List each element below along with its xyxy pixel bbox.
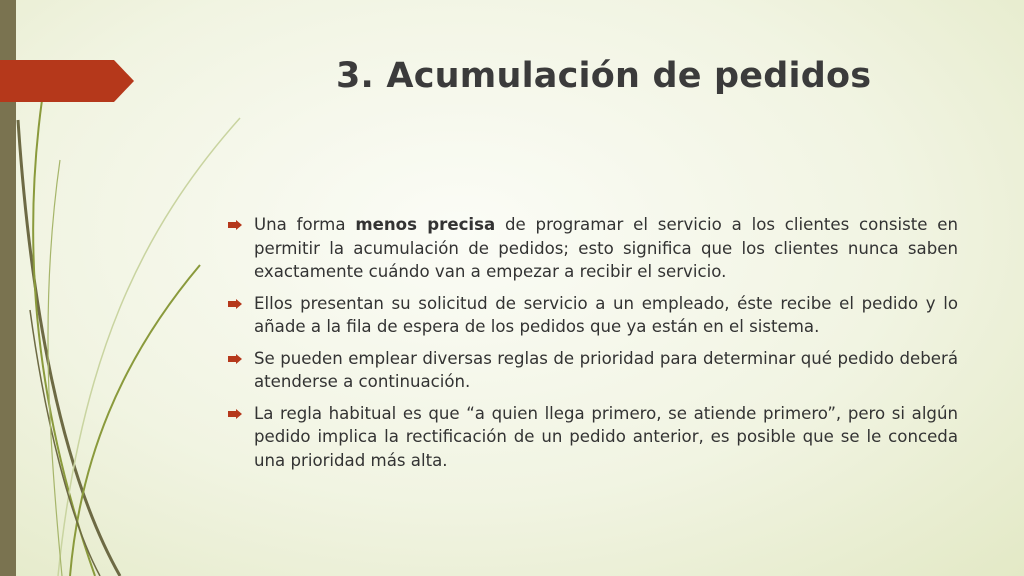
- arrow-bullet-icon: [228, 354, 242, 364]
- bullet-item: [228, 402, 958, 473]
- arrow-bullet-icon: [228, 409, 242, 419]
- bullet-text-end: de programar el servicio a los clientes consiste en permitir la acumulación de pedidos; esto significa que los clientes nunca saben exactamente cuándo van a empezar a recibir el servicio.: [254, 215, 958, 281]
- arrow-bullet-icon: [228, 299, 242, 309]
- bullet-item: [228, 347, 958, 394]
- bullet-emphasis: menos precisa: [355, 215, 496, 234]
- title-accent-tab: [0, 60, 134, 102]
- slide-title: 3. Acumulación de pedidos: [336, 56, 872, 96]
- bullet-text: Se pueden emplear diversas reglas de prioridad para determinar qué pedido deberá atenderse a continuación.: [254, 348, 958, 391]
- arrow-bullet-icon: [228, 220, 242, 230]
- bullet-item: [228, 292, 958, 339]
- bullet-text-start: Una forma: [254, 215, 356, 234]
- bullet-text: Ellos presentan su solicitud de servicio a un empleado, éste recibe el pedido y lo añade a la fila de espera de los pedidos que ya están en el sistema.: [254, 293, 958, 336]
- bullet-text: La regla habitual es que “a quien llega primero, se atiende primero”, pero si algún pedido implica la rectificación de un pedido anterior, es posible que se le conceda una prioridad más alta.: [254, 403, 958, 470]
- bullet-item: [228, 213, 958, 284]
- bullet-list: [228, 213, 958, 480]
